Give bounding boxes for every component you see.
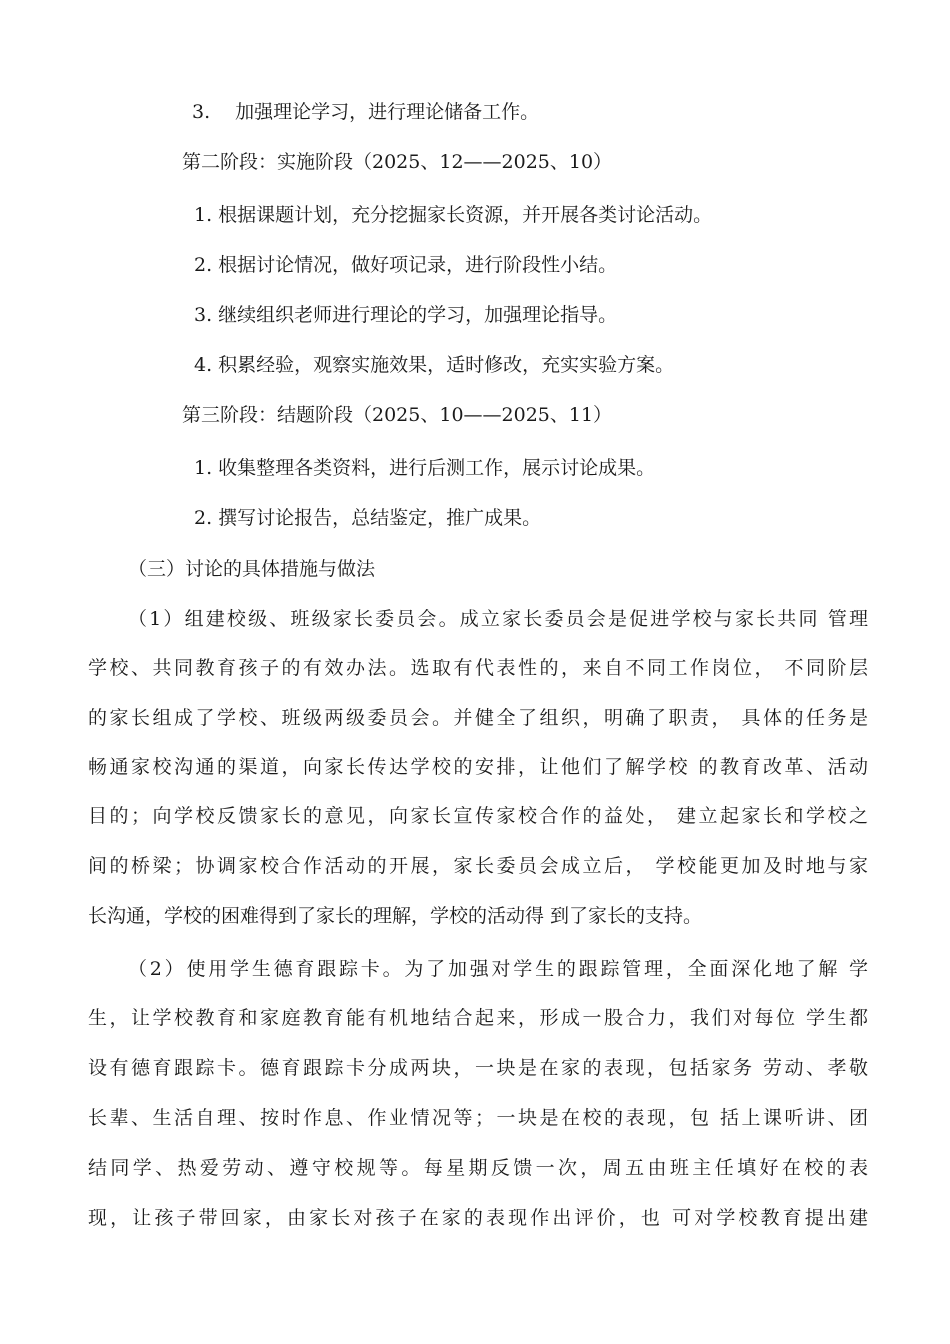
paragraph-1-line-3: 的家长组成了学校、班级两级委员会。并健全了组织，明确了职责， 具体的任务是 [88, 707, 868, 729]
stage3-heading: 第三阶段：结题阶段（2025、10——2025、11） [182, 404, 613, 426]
paragraph-2-line-4: 长辈、生活自理、按时作息、作业情况等；一块是在校的表现，包 括上课听讲、团 [88, 1107, 868, 1129]
paragraph-2-line-3: 设有德育跟踪卡。德育跟踪卡分成两块，一块是在家的表现，包括家务 劳动、孝敬 [88, 1057, 868, 1079]
paragraph-1-line-2: 学校、共同教育孩子的有效办法。选取有代表性的，来自不同工作岗位， 不同阶层 [88, 657, 868, 679]
stage3-item-2: 2. 撰写讨论报告，总结鉴定，推广成果。 [194, 507, 542, 529]
stage2-item-4: 4. 积累经验，观察实施效果，适时修改，充实实验方案。 [194, 354, 675, 376]
paragraph-1-line-6: 间的桥梁；协调家校合作活动的开展，家长委员会成立后， 学校能更加及时地与家 [88, 855, 868, 877]
stage2-item-1: 1. 根据课题计划，充分挖掘家长资源，并开展各类讨论活动。 [194, 204, 713, 226]
stage2-heading: 第二阶段：实施阶段（2025、12——2025、10） [182, 151, 613, 173]
paragraph-1-line-5: 目的；向学校反馈家长的意见，向家长宣传家校合作的益处， 建立起家长和学校之 [88, 805, 868, 827]
stage2-item-2: 2. 根据讨论情况，做好项记录，进行阶段性小结。 [194, 254, 618, 276]
paragraph-2-line-2: 生，让学校教育和家庭教育能有机地结合起来，形成一股合力，我们对每位 学生都 [88, 1007, 868, 1029]
paragraph-1-line-4: 畅通家校沟通的渠道，向家长传达学校的安排，让他们了解学校 的教育改革、活动 [88, 756, 868, 778]
paragraph-2-line-6: 现，让孩子带回家，由家长对孩子在家的表现作出评价，也 可对学校教育提出建 [88, 1207, 868, 1229]
paragraph-2-line-5: 结同学、热爱劳动、遵守校规等。每星期反馈一次，周五由班主任填好在校的表 [88, 1157, 868, 1179]
paragraph-2-line-1: （2）使用学生德育跟踪卡。为了加强对学生的跟踪管理，全面深化地了解 学 [128, 958, 868, 980]
paragraph-1-line-7: 长沟通，学校的困难得到了家长的理解，学校的活动得 到了家长的支持。 [88, 905, 703, 927]
section-heading-measures: （三）讨论的具体措施与做法 [128, 558, 376, 580]
stage1-item-3: 3. 加强理论学习，进行理论储备工作。 [192, 101, 540, 123]
stage2-item-3: 3. 继续组织老师进行理论的学习，加强理论指导。 [194, 304, 618, 326]
stage3-item-1: 1. 收集整理各类资料，进行后测工作，展示讨论成果。 [194, 457, 656, 479]
paragraph-1-line-1: （1）组建校级、班级家长委员会。成立家长委员会是促进学校与家长共同 管理 [128, 608, 868, 630]
